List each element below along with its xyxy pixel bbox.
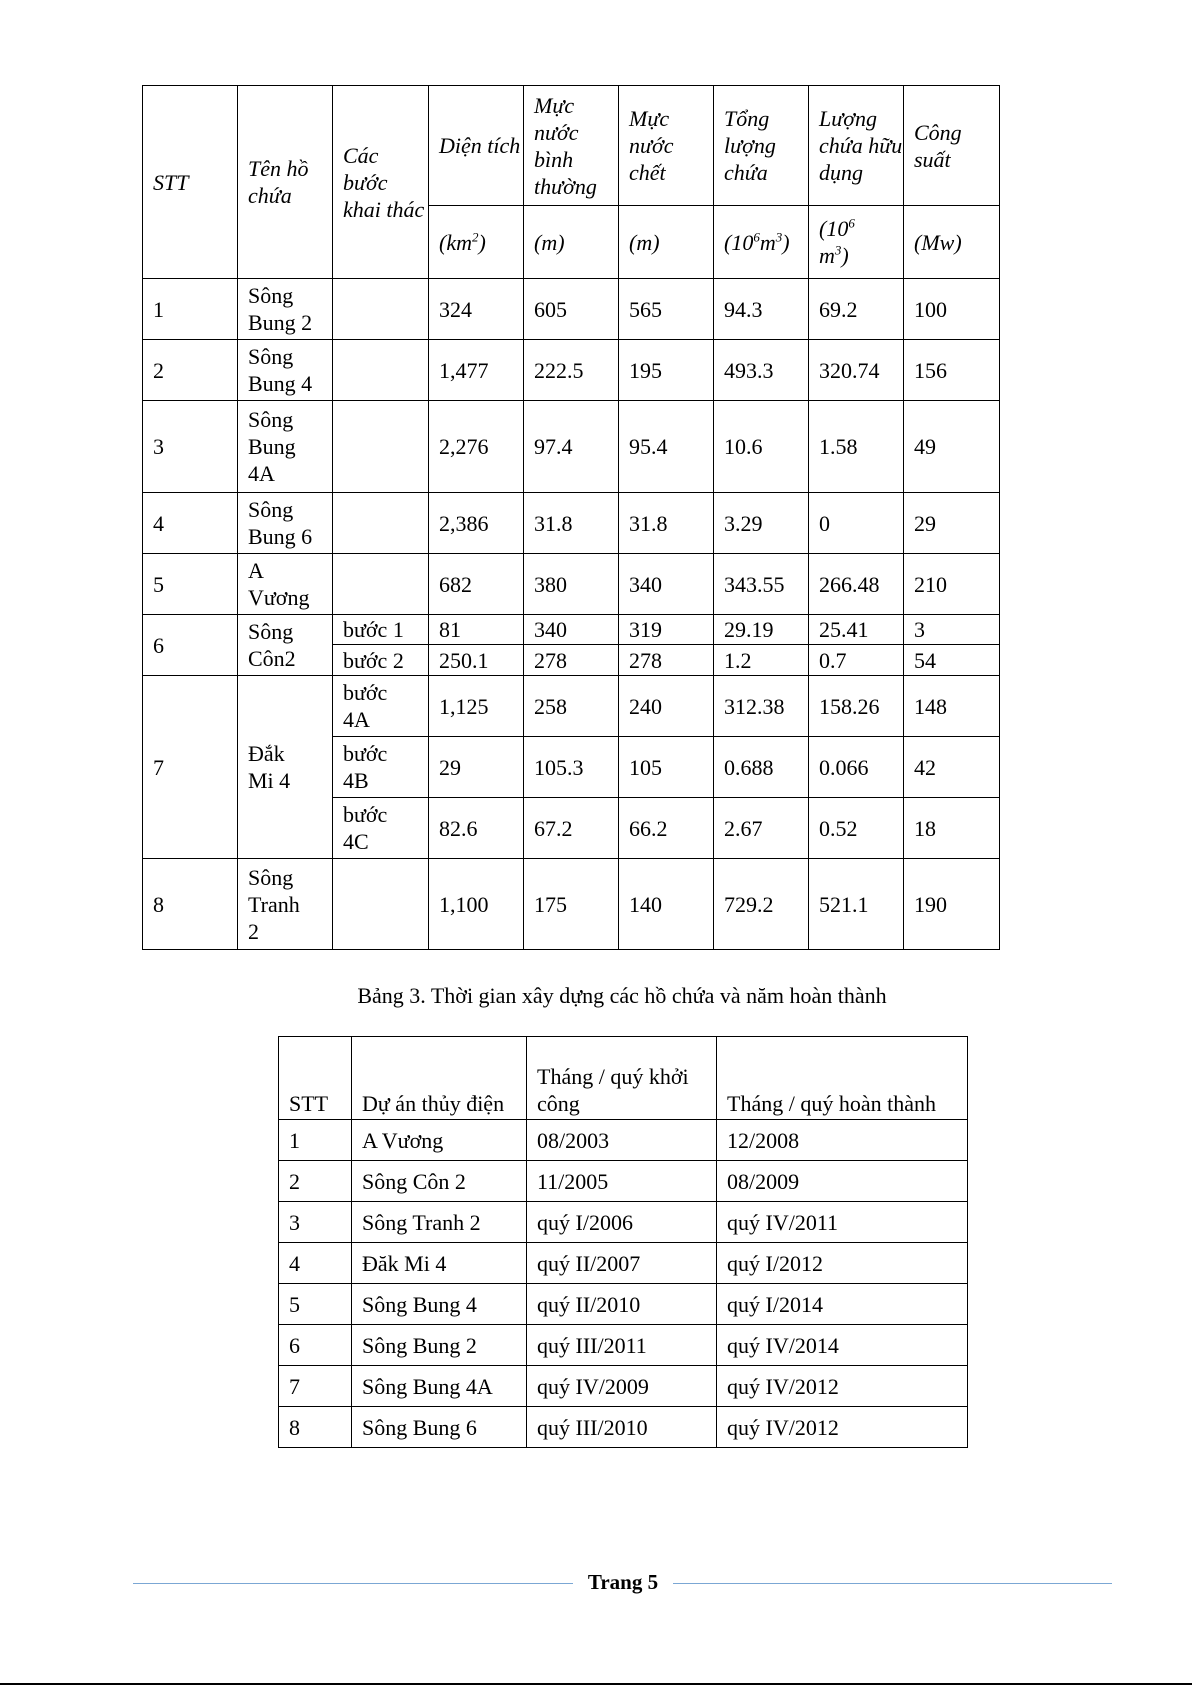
header-dead-water-level: Mực nước chết — [619, 86, 714, 206]
cell-name: Sông Bung 4 — [238, 340, 333, 401]
cell-area: 1,125 — [429, 676, 524, 737]
cell-power: 190 — [904, 859, 1000, 950]
cell-step — [333, 493, 429, 554]
unit-dead-level: (m) — [619, 206, 714, 279]
header-steps: Các bước khai thác — [333, 86, 429, 279]
cell-dead-level: 240 — [619, 676, 714, 737]
cell-useful: 69.2 — [809, 279, 904, 340]
cell-power: 156 — [904, 340, 1000, 401]
cell-stt: 6 — [143, 615, 238, 676]
cell-normal-level: 105.3 — [524, 737, 619, 798]
cell-total: 0.688 — [714, 737, 809, 798]
cell-normal-level: 31.8 — [524, 493, 619, 554]
cell-useful: 0 — [809, 493, 904, 554]
header-project: Dự án thủy điện — [352, 1037, 527, 1120]
cell-useful: 521.1 — [809, 859, 904, 950]
reservoir-parameters-table — [142, 85, 1000, 950]
table-row — [279, 1325, 968, 1366]
cell-end: 08/2009 — [717, 1161, 968, 1202]
cell-step: bước 4B — [333, 737, 429, 798]
unit-useful-capacity: ($10^6$ $m^3$) — [809, 206, 904, 279]
cell-area: 29 — [429, 737, 524, 798]
cell-power: 49 — [904, 401, 1000, 493]
cell-power: 54 — [904, 645, 1000, 676]
cell-normal-level: 222.5 — [524, 340, 619, 401]
cell-total: 493.3 — [714, 340, 809, 401]
cell-area: 81 — [429, 615, 524, 645]
cell-dead-level: 195 — [619, 340, 714, 401]
cell-start: quý II/2010 — [527, 1284, 717, 1325]
cell-useful: 25.41 — [809, 615, 904, 645]
cell-area: 250.1 — [429, 645, 524, 676]
cell-step — [333, 859, 429, 950]
cell-step — [333, 279, 429, 340]
cell-project: Sông Bung 4 — [352, 1284, 527, 1325]
cell-total: 312.38 — [714, 676, 809, 737]
header-stt: STT — [143, 86, 238, 279]
cell-project: Sông Bung 2 — [352, 1325, 527, 1366]
cell-step: bước 4A — [333, 676, 429, 737]
cell-area: 1,100 — [429, 859, 524, 950]
cell-power: 148 — [904, 676, 1000, 737]
cell-useful: 0.52 — [809, 798, 904, 859]
cell-stt: 4 — [279, 1243, 352, 1284]
cell-start: quý II/2007 — [527, 1243, 717, 1284]
cell-step — [333, 401, 429, 493]
cell-normal-level: 67.2 — [524, 798, 619, 859]
cell-start: quý I/2006 — [527, 1202, 717, 1243]
cell-project: Sông Tranh 2 — [352, 1202, 527, 1243]
cell-total: 94.3 — [714, 279, 809, 340]
table-row — [279, 1120, 968, 1161]
cell-name: Sông Côn2 — [238, 615, 333, 676]
unit-power: (Mw) — [904, 206, 1000, 279]
cell-useful: 320.74 — [809, 340, 904, 401]
cell-normal-level: 175 — [524, 859, 619, 950]
cell-useful: 0.066 — [809, 737, 904, 798]
cell-stt: 3 — [279, 1202, 352, 1243]
unit-total-capacity: $(10^6m^3)$ — [714, 206, 809, 279]
cell-dead-level: 565 — [619, 279, 714, 340]
cell-name: Đắk Mi 4 — [238, 676, 333, 859]
cell-normal-level: 97.4 — [524, 401, 619, 493]
cell-name: Sông Bung 4A — [238, 401, 333, 493]
cell-step — [333, 554, 429, 615]
cell-dead-level: 140 — [619, 859, 714, 950]
cell-stt: 8 — [143, 859, 238, 950]
table-row — [143, 340, 1000, 401]
table-row — [143, 493, 1000, 554]
cell-step: bước 4C — [333, 798, 429, 859]
page-footer — [133, 1570, 1112, 1596]
header-power: Công suất — [904, 86, 1000, 206]
table-row — [143, 615, 1000, 645]
cell-project: Đăk Mi 4 — [352, 1243, 527, 1284]
table-row — [279, 1202, 968, 1243]
cell-step: bước 1 — [333, 615, 429, 645]
cell-stt: 2 — [279, 1161, 352, 1202]
cell-end: quý IV/2014 — [717, 1325, 968, 1366]
cell-useful: 158.26 — [809, 676, 904, 737]
cell-dead-level: 95.4 — [619, 401, 714, 493]
cell-normal-level: 258 — [524, 676, 619, 737]
cell-project: Sông Bung 4A — [352, 1366, 527, 1407]
header-completion: Tháng / quý hoàn thành — [717, 1037, 968, 1120]
cell-total: 2.67 — [714, 798, 809, 859]
table-row — [279, 1407, 968, 1448]
cell-area: 82.6 — [429, 798, 524, 859]
cell-total: 343.55 — [714, 554, 809, 615]
cell-start: 08/2003 — [527, 1120, 717, 1161]
cell-stt: 6 — [279, 1325, 352, 1366]
table-row — [143, 554, 1000, 615]
cell-end: 12/2008 — [717, 1120, 968, 1161]
cell-normal-level: 340 — [524, 615, 619, 645]
cell-stt: 5 — [279, 1284, 352, 1325]
cell-useful: 266.48 — [809, 554, 904, 615]
cell-dead-level: 340 — [619, 554, 714, 615]
cell-normal-level: 278 — [524, 645, 619, 676]
cell-total: 3.29 — [714, 493, 809, 554]
cell-stt: 2 — [143, 340, 238, 401]
header-start: Tháng / quý khởi công — [527, 1037, 717, 1120]
cell-area: 682 — [429, 554, 524, 615]
cell-end: quý IV/2012 — [717, 1366, 968, 1407]
unit-area: $(km^2)$ — [429, 206, 524, 279]
header-total-capacity: Tổng lượng chứa — [714, 86, 809, 206]
table-row — [143, 279, 1000, 340]
footer-rule-right — [673, 1583, 1112, 1584]
table-row — [279, 1284, 968, 1325]
cell-stt: 7 — [279, 1366, 352, 1407]
table-row — [143, 859, 1000, 950]
footer-rule-left — [133, 1583, 573, 1584]
cell-area: 2,276 — [429, 401, 524, 493]
table-row — [279, 1161, 968, 1202]
cell-power: 42 — [904, 737, 1000, 798]
cell-stt: 4 — [143, 493, 238, 554]
table-caption: Bảng 3. Thời gian xây dựng các hồ chứa và năm hoàn thành — [357, 983, 887, 1008]
header-reservoir-name: Tên hồ chứa — [238, 86, 333, 279]
page-number: Trang 5 — [587, 1570, 659, 1594]
table-row — [143, 401, 1000, 493]
cell-normal-level: 380 — [524, 554, 619, 615]
cell-end: quý IV/2011 — [717, 1202, 968, 1243]
header-normal-water-level: Mực nước bình thường — [524, 86, 619, 206]
cell-total: 1.2 — [714, 645, 809, 676]
cell-name: Sông Tranh 2 — [238, 859, 333, 950]
cell-stt: 1 — [279, 1120, 352, 1161]
cell-stt: 8 — [279, 1407, 352, 1448]
cell-project: Sông Bung 6 — [352, 1407, 527, 1448]
header-area: Diện tích — [429, 86, 524, 206]
cell-total: 10.6 — [714, 401, 809, 493]
cell-stt: 3 — [143, 401, 238, 493]
header-stt: STT — [279, 1037, 352, 1120]
cell-start: quý IV/2009 — [527, 1366, 717, 1407]
cell-start: 11/2005 — [527, 1161, 717, 1202]
cell-project: Sông Côn 2 — [352, 1161, 527, 1202]
cell-total: 29.19 — [714, 615, 809, 645]
cell-dead-level: 105 — [619, 737, 714, 798]
cell-name: Sông Bung 6 — [238, 493, 333, 554]
cell-step: bước 2 — [333, 645, 429, 676]
cell-dead-level: 319 — [619, 615, 714, 645]
cell-dead-level: 66.2 — [619, 798, 714, 859]
cell-step — [333, 340, 429, 401]
cell-start: quý III/2010 — [527, 1407, 717, 1448]
cell-start: quý III/2011 — [527, 1325, 717, 1366]
cell-area: 324 — [429, 279, 524, 340]
cell-useful: 0.7 — [809, 645, 904, 676]
cell-name: A Vương — [238, 554, 333, 615]
cell-stt: 1 — [143, 279, 238, 340]
cell-end: quý IV/2012 — [717, 1407, 968, 1448]
cell-area: 1,477 — [429, 340, 524, 401]
table-row — [143, 676, 1000, 737]
table-row — [279, 1366, 968, 1407]
cell-stt: 7 — [143, 676, 238, 859]
cell-project: A Vương — [352, 1120, 527, 1161]
cell-dead-level: 31.8 — [619, 493, 714, 554]
cell-power: 18 — [904, 798, 1000, 859]
unit-normal-level: (m) — [524, 206, 619, 279]
cell-useful: 1.58 — [809, 401, 904, 493]
cell-dead-level: 278 — [619, 645, 714, 676]
cell-name: Sông Bung 2 — [238, 279, 333, 340]
cell-total: 729.2 — [714, 859, 809, 950]
cell-power: 210 — [904, 554, 1000, 615]
cell-power: 100 — [904, 279, 1000, 340]
cell-stt: 5 — [143, 554, 238, 615]
cell-power: 3 — [904, 615, 1000, 645]
header-useful-capacity: Lượng chứa hữu dụng — [809, 86, 904, 206]
cell-end: quý I/2012 — [717, 1243, 968, 1284]
construction-timeline-table — [278, 1036, 968, 1448]
cell-end: quý I/2014 — [717, 1284, 968, 1325]
cell-area: 2,386 — [429, 493, 524, 554]
table-row — [279, 1243, 968, 1284]
cell-normal-level: 605 — [524, 279, 619, 340]
cell-power: 29 — [904, 493, 1000, 554]
